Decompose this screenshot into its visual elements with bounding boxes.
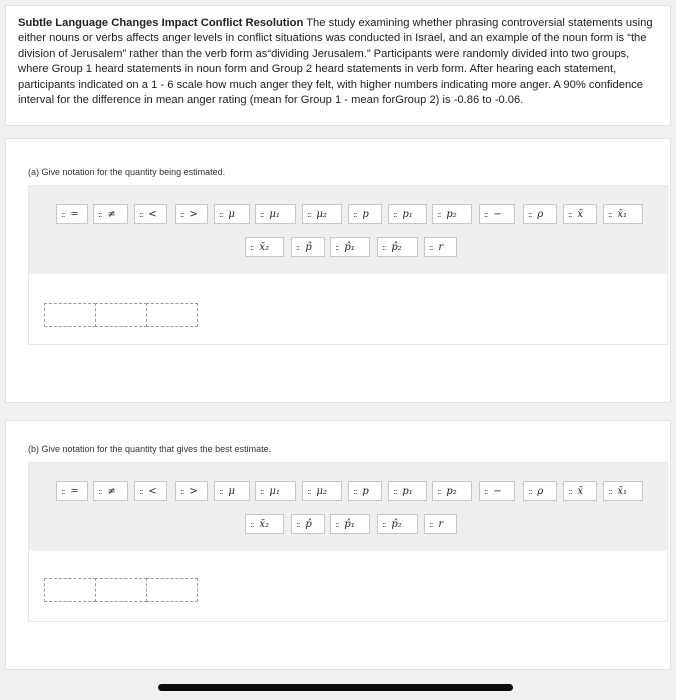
tile-rho[interactable]: :: ρ xyxy=(523,204,557,224)
tile-p-hat-2[interactable]: :: p̂₂ xyxy=(377,237,418,257)
tile-minus[interactable]: :: − xyxy=(479,481,515,501)
drag-handle-icon: :: xyxy=(437,486,441,496)
home-indicator-bar xyxy=(158,684,513,691)
tile-r[interactable]: :: r xyxy=(424,237,457,257)
drag-handle-icon: :: xyxy=(98,486,102,496)
drag-handle-icon: :: xyxy=(382,519,386,529)
tile-x-bar[interactable]: :: x̄ xyxy=(563,481,597,501)
tile-p1[interactable]: :: p₁ xyxy=(388,481,427,501)
drag-handle-icon: :: xyxy=(260,209,264,219)
drag-handle-icon: :: xyxy=(61,486,65,496)
drop-slot-2[interactable] xyxy=(95,303,147,327)
drop-slot-1[interactable] xyxy=(44,303,96,327)
drag-handle-icon: :: xyxy=(528,486,532,496)
tile-p-hat[interactable]: :: p̂ xyxy=(291,237,325,257)
tile-x-bar-2[interactable]: :: x̄₂ xyxy=(245,237,284,257)
tile-p-hat-2[interactable]: :: p̂₂ xyxy=(377,514,418,534)
drag-handle-icon: :: xyxy=(484,486,488,496)
drag-handle-icon: :: xyxy=(393,486,397,496)
symbol-palette-b xyxy=(29,463,667,551)
drag-handle-icon: :: xyxy=(180,209,184,219)
problem-title: Subtle Language Changes Impact Conflict Resolution xyxy=(18,17,304,29)
drag-handle-icon: :: xyxy=(296,242,300,252)
drag-handle-icon: :: xyxy=(139,209,143,219)
tile-p-hat[interactable]: :: p̂ xyxy=(291,514,325,534)
problem-text: The study examining whether phrasing controversial statements using either nouns or verbs affects anger levels in conflict situations was conducted in Israel, and an example of the noun form is “the division of Jerusalem” rather than the verb form as“dividing Jerusalem.” Participants were randomly divided into two groups, where Group 1 heard statements in noun form and Group 2 heard statements in verb form. After hearing each statement, participants indicated on a 1 - 6 scale how much anger they felt, with higher numbers indicating more anger. A 90% confidence interval for the difference in mean anger rating (mean for Group 1 - mean forGroup 2) is -0.86 to -0.06. xyxy=(18,17,653,107)
drag-handle-icon: :: xyxy=(296,519,300,529)
symbol-palette-a xyxy=(29,186,667,274)
answer-area-a xyxy=(28,185,668,345)
tile-p2[interactable]: :: p₂ xyxy=(432,204,472,224)
drag-handle-icon: :: xyxy=(335,242,339,252)
tile-equals[interactable]: :: = xyxy=(56,204,88,224)
tile-less-than[interactable]: :: < xyxy=(134,204,167,224)
drag-handle-icon: :: xyxy=(568,486,572,496)
drag-handle-icon: :: xyxy=(528,209,532,219)
drop-slot-1[interactable] xyxy=(44,578,96,602)
tile-minus[interactable]: :: − xyxy=(479,204,515,224)
drag-handle-icon: :: xyxy=(568,209,572,219)
drop-slot-3[interactable] xyxy=(146,578,198,602)
tile-rho[interactable]: :: ρ xyxy=(523,481,557,501)
tile-p-hat-1[interactable]: :: p̂₁ xyxy=(330,237,370,257)
drag-handle-icon: :: xyxy=(382,242,386,252)
tile-greater-than[interactable]: :: > xyxy=(175,481,208,501)
drag-handle-icon: :: xyxy=(139,486,143,496)
drag-handle-icon: :: xyxy=(335,519,339,529)
tile-not-equal[interactable]: :: ≠ xyxy=(93,204,128,224)
tile-p[interactable]: :: p xyxy=(348,204,382,224)
tile-less-than[interactable]: :: < xyxy=(134,481,167,501)
drag-handle-icon: :: xyxy=(219,486,223,496)
tile-p-hat-1[interactable]: :: p̂₁ xyxy=(330,514,370,534)
tile-mu2[interactable]: :: μ₂ xyxy=(302,481,342,501)
tile-x-bar[interactable]: :: x̄ xyxy=(563,204,597,224)
tile-greater-than[interactable]: :: > xyxy=(175,204,208,224)
tile-p2[interactable]: :: p₂ xyxy=(432,481,472,501)
tile-mu[interactable]: :: μ xyxy=(214,481,250,501)
tile-r[interactable]: :: r xyxy=(424,514,457,534)
drag-handle-icon: :: xyxy=(61,209,65,219)
problem-statement xyxy=(5,5,671,126)
drop-zone-b xyxy=(44,578,198,602)
answer-area-b xyxy=(28,462,668,622)
drag-handle-icon: :: xyxy=(307,486,311,496)
tile-mu2[interactable]: :: μ₂ xyxy=(302,204,342,224)
tile-equals[interactable]: :: = xyxy=(56,481,88,501)
tile-x-bar-1[interactable]: :: x̄₁ xyxy=(603,204,643,224)
tile-x-bar-1[interactable]: :: x̄₁ xyxy=(603,481,643,501)
tile-mu[interactable]: :: μ xyxy=(214,204,250,224)
drag-handle-icon: :: xyxy=(353,209,357,219)
tile-mu1[interactable]: :: μ₁ xyxy=(255,481,296,501)
drag-handle-icon: :: xyxy=(353,486,357,496)
question-b-label: (b) Give notation for the quantity that gives the best estimate. xyxy=(28,444,272,454)
question-card-b xyxy=(5,420,671,670)
drag-handle-icon: :: xyxy=(250,519,254,529)
tile-p1[interactable]: :: p₁ xyxy=(388,204,427,224)
drop-slot-2[interactable] xyxy=(95,578,147,602)
drag-handle-icon: :: xyxy=(250,242,254,252)
tile-p[interactable]: :: p xyxy=(348,481,382,501)
drag-handle-icon: :: xyxy=(484,209,488,219)
drag-handle-icon: :: xyxy=(393,209,397,219)
drag-handle-icon: :: xyxy=(429,242,433,252)
drag-handle-icon: :: xyxy=(180,486,184,496)
question-card-a xyxy=(5,138,671,403)
drag-handle-icon: :: xyxy=(608,486,612,496)
question-a-label: (a) Give notation for the quantity being estimated. xyxy=(28,167,226,177)
drop-zone-a xyxy=(44,303,198,327)
drag-handle-icon: :: xyxy=(429,519,433,529)
drag-handle-icon: :: xyxy=(307,209,311,219)
drop-slot-3[interactable] xyxy=(146,303,198,327)
drag-handle-icon: :: xyxy=(219,209,223,219)
tile-not-equal[interactable]: :: ≠ xyxy=(93,481,128,501)
drag-handle-icon: :: xyxy=(437,209,441,219)
drag-handle-icon: :: xyxy=(98,209,102,219)
tile-mu1[interactable]: :: μ₁ xyxy=(255,204,296,224)
drag-handle-icon: :: xyxy=(608,209,612,219)
drag-handle-icon: :: xyxy=(260,486,264,496)
tile-x-bar-2[interactable]: :: x̄₂ xyxy=(245,514,284,534)
